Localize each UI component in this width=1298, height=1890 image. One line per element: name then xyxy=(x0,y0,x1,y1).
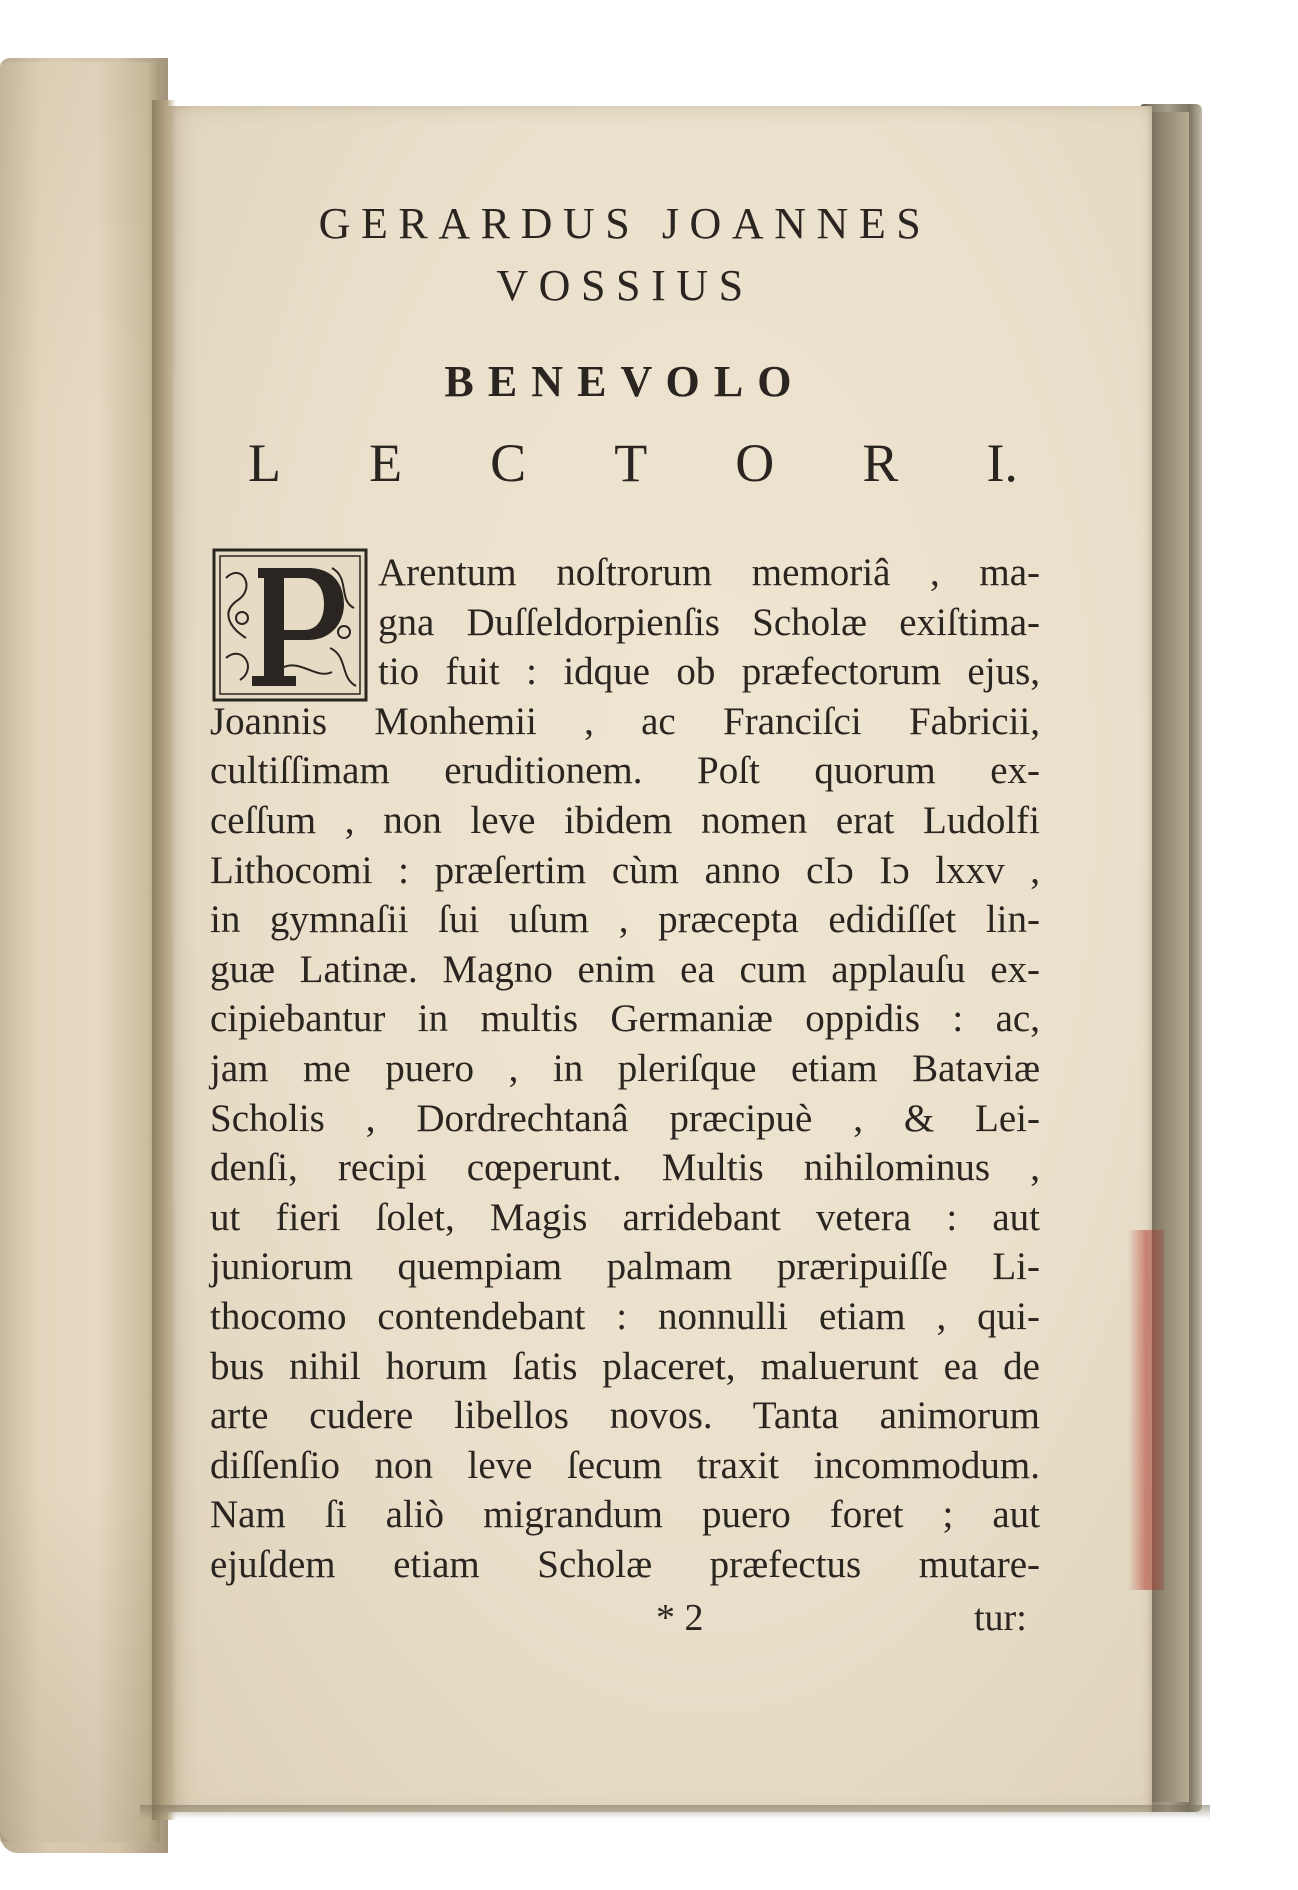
text-line: denſi, recipi cœperunt. Multis nihilominus , xyxy=(210,1146,1040,1190)
catchword: tur: xyxy=(974,1597,1027,1639)
lectori-letter: L xyxy=(248,433,281,493)
initial-letter: P xyxy=(112,448,113,449)
text-line: ejuſdem etiam Scholæ præfectus mutare- xyxy=(210,1542,1040,1586)
lectori-letter: C xyxy=(490,433,527,493)
lectori-letter: I. xyxy=(986,433,1018,493)
lectori-letter: T xyxy=(614,433,648,493)
text-line: juniorum quempiam palmam præripuiſſe Li- xyxy=(210,1245,1040,1289)
text-line: bus nihil horum ſatis placeret, maluerunt ea de xyxy=(210,1344,1040,1388)
gutter-shadow xyxy=(152,100,176,1820)
text-line: guæ Latinæ. Magno enim ea cum applauſu ex- xyxy=(210,947,1040,991)
text-line: Scholis , Dordrechtanâ præcipuè , & Lei- xyxy=(210,1096,1040,1140)
lectori-letter: E xyxy=(369,433,403,493)
text-line: ut fieri ſolet, Magis arridebant vetera : aut xyxy=(210,1195,1040,1239)
text-line: diſſenſio non leve ſecum traxit incommodum. xyxy=(210,1443,1040,1487)
text-line: cipiebantur in multis Germaniæ oppidis : ac, xyxy=(210,997,1040,1041)
text-line: cultiſſimam eruditionem. Poſt quorum ex- xyxy=(210,749,1040,793)
left-page xyxy=(0,62,160,1842)
text-line: jam me puero , in pleriſque etiam Bataviæ xyxy=(210,1046,1040,1090)
text-line: Joannis Monhemii , ac Franciſci Fabricii, xyxy=(210,699,1040,743)
text-line: Lithocomi : præſertim cùm anno cIɔ Iɔ lxxv , xyxy=(210,848,1040,892)
text-line: thocomo contendebant : nonnulli etiam , qui- xyxy=(210,1294,1040,1338)
lectori-letter: O xyxy=(735,433,775,493)
surname-heading: VOSSIUS xyxy=(496,261,754,310)
text-line: ceſſum , non leve ibidem nomen erat Ludolfi xyxy=(210,798,1040,842)
lectori-letter: R xyxy=(862,433,899,493)
text-line: Nam ſi aliò migrandum puero foret ; aut xyxy=(210,1493,1040,1537)
benevolo-heading: BENEVOLO xyxy=(444,357,806,406)
red-sprinkled-edge xyxy=(1128,1230,1164,1590)
text-line: tio fuit : idque ob præfectorum ejus, xyxy=(378,650,1040,694)
signature-mark: * 2 xyxy=(656,1597,704,1639)
lectori-heading xyxy=(248,432,1018,494)
text-line: gna Duſſeldorpienſis Scholæ exiſtima- xyxy=(378,600,1040,644)
text-line: in gymnaſii ſui uſum , præcepta edidiſſet lin- xyxy=(210,898,1040,942)
body-text xyxy=(210,548,1040,1589)
text-line: arte cudere libellos novos. Tanta animorum xyxy=(210,1394,1040,1438)
author-heading: GERARDUS JOANNES xyxy=(318,199,932,248)
bottom-shadow xyxy=(140,1805,1210,1819)
text-line: Arentum noſtrorum memoriâ , ma- xyxy=(378,551,1040,594)
